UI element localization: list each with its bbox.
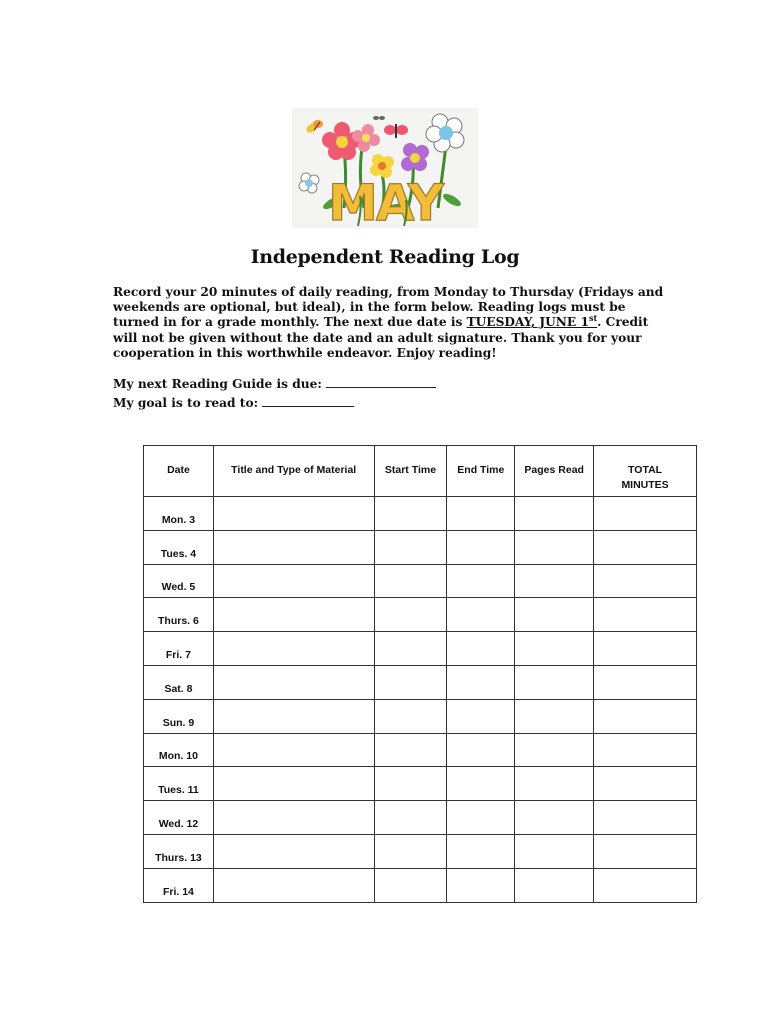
title-cell[interactable] <box>213 497 374 531</box>
goal-label: My goal is to read to: <box>113 396 259 410</box>
total-minutes-cell[interactable] <box>594 868 697 902</box>
pages-read-cell[interactable] <box>515 632 594 666</box>
total-minutes-cell[interactable] <box>594 497 697 531</box>
table-row <box>144 530 697 564</box>
total-minutes-cell[interactable] <box>594 598 697 632</box>
table-row <box>144 699 697 733</box>
table-row <box>144 598 697 632</box>
goal-blank[interactable] <box>262 395 354 407</box>
day-cell: Tues. 4 <box>144 530 214 564</box>
title-cell[interactable] <box>213 834 374 868</box>
table-row <box>144 767 697 801</box>
title-cell[interactable] <box>213 699 374 733</box>
day-cell: Wed. 12 <box>144 801 214 835</box>
end-time-cell[interactable] <box>447 834 515 868</box>
due-date: TUESDAY, JUNE 1st <box>466 313 598 330</box>
total-minutes-cell[interactable] <box>594 699 697 733</box>
end-time-cell[interactable] <box>447 665 515 699</box>
total-minutes-cell[interactable] <box>594 530 697 564</box>
title-cell[interactable] <box>213 665 374 699</box>
page-title: Independent Reading Log <box>250 246 520 268</box>
total-minutes-cell[interactable] <box>594 564 697 598</box>
title-cell[interactable] <box>213 530 374 564</box>
pages-read-cell[interactable] <box>515 767 594 801</box>
end-time-header: End Time <box>447 446 515 497</box>
pages-read-cell[interactable] <box>515 598 594 632</box>
end-time-cell[interactable] <box>447 699 515 733</box>
pages-read-cell[interactable] <box>515 834 594 868</box>
next-guide-blank[interactable] <box>326 376 436 388</box>
pages-read-cell[interactable] <box>515 699 594 733</box>
end-time-cell[interactable] <box>447 801 515 835</box>
end-time-cell[interactable] <box>447 733 515 767</box>
header-row <box>144 446 697 497</box>
total-minutes-cell[interactable] <box>594 665 697 699</box>
date-header: Date <box>144 446 214 497</box>
end-time-cell[interactable] <box>447 497 515 531</box>
svg-text:MAY: MAY <box>328 174 442 228</box>
table-row <box>144 868 697 902</box>
pages-read-cell[interactable] <box>515 564 594 598</box>
day-cell: Thurs. 13 <box>144 834 214 868</box>
start-time-header: Start Time <box>374 446 447 497</box>
start-time-cell[interactable] <box>374 868 447 902</box>
total-minutes-cell[interactable] <box>594 767 697 801</box>
day-cell: Mon. 10 <box>144 733 214 767</box>
total-minutes-cell[interactable] <box>594 801 697 835</box>
end-time-cell[interactable] <box>447 868 515 902</box>
pages-read-cell[interactable] <box>515 530 594 564</box>
table-row <box>144 665 697 699</box>
end-time-cell[interactable] <box>447 564 515 598</box>
start-time-cell[interactable] <box>374 632 447 666</box>
start-time-cell[interactable] <box>374 598 447 632</box>
goal-line <box>113 395 354 410</box>
pages-read-header: Pages Read <box>515 446 594 497</box>
total-minutes-cell[interactable] <box>594 834 697 868</box>
table-row <box>144 801 697 835</box>
day-cell: Fri. 7 <box>144 632 214 666</box>
start-time-cell[interactable] <box>374 497 447 531</box>
pages-read-cell[interactable] <box>515 733 594 767</box>
table-row <box>144 733 697 767</box>
table-row <box>144 497 697 531</box>
title-cell[interactable] <box>213 598 374 632</box>
total-minutes-cell[interactable] <box>594 733 697 767</box>
end-time-cell[interactable] <box>447 598 515 632</box>
title-cell[interactable] <box>213 733 374 767</box>
pages-read-cell[interactable] <box>515 665 594 699</box>
instructions-paragraph <box>113 285 673 361</box>
end-time-cell[interactable] <box>447 632 515 666</box>
pages-read-cell[interactable] <box>515 868 594 902</box>
start-time-cell[interactable] <box>374 564 447 598</box>
end-time-cell[interactable] <box>447 767 515 801</box>
day-cell: Mon. 3 <box>144 497 214 531</box>
title-cell[interactable] <box>213 632 374 666</box>
next-guide-line <box>113 376 436 391</box>
day-cell: Thurs. 6 <box>144 598 214 632</box>
start-time-cell[interactable] <box>374 767 447 801</box>
intro-text-1: Record your 20 minutes of daily reading, from Monday to Thursday (Fridays and weekends are optional, but ideal), in the form below. Reading logs must be turned in for a grade monthly. The next due date is <box>113 285 664 330</box>
end-time-cell[interactable] <box>447 530 515 564</box>
intro-text-2: . Credit will not be given without the date and an adult signature. Thank you for your cooperation in this worthwhile endeavor. Enjoy reading! <box>113 315 649 360</box>
start-time-cell[interactable] <box>374 530 447 564</box>
table-row <box>144 834 697 868</box>
pages-read-cell[interactable] <box>515 801 594 835</box>
table-row <box>144 632 697 666</box>
start-time-cell[interactable] <box>374 834 447 868</box>
title-cell[interactable] <box>213 868 374 902</box>
title-cell[interactable] <box>213 801 374 835</box>
total-minutes-header: TOTAL MINUTES <box>594 446 697 497</box>
start-time-cell[interactable] <box>374 665 447 699</box>
day-cell: Tues. 11 <box>144 767 214 801</box>
start-time-cell[interactable] <box>374 699 447 733</box>
total-minutes-cell[interactable] <box>594 632 697 666</box>
day-cell: Sun. 9 <box>144 699 214 733</box>
day-cell: Fri. 14 <box>144 868 214 902</box>
day-cell: Sat. 8 <box>144 665 214 699</box>
start-time-cell[interactable] <box>374 801 447 835</box>
may-flowers-clipart <box>292 108 478 228</box>
reading-log-table <box>143 445 697 903</box>
title-cell[interactable] <box>213 564 374 598</box>
table-row <box>144 564 697 598</box>
day-cell: Wed. 5 <box>144 564 214 598</box>
title-header: Title and Type of Material <box>213 446 374 497</box>
next-guide-label: My next Reading Guide is due: <box>113 377 322 391</box>
title-cell[interactable] <box>213 767 374 801</box>
pages-read-cell[interactable] <box>515 497 594 531</box>
start-time-cell[interactable] <box>374 733 447 767</box>
